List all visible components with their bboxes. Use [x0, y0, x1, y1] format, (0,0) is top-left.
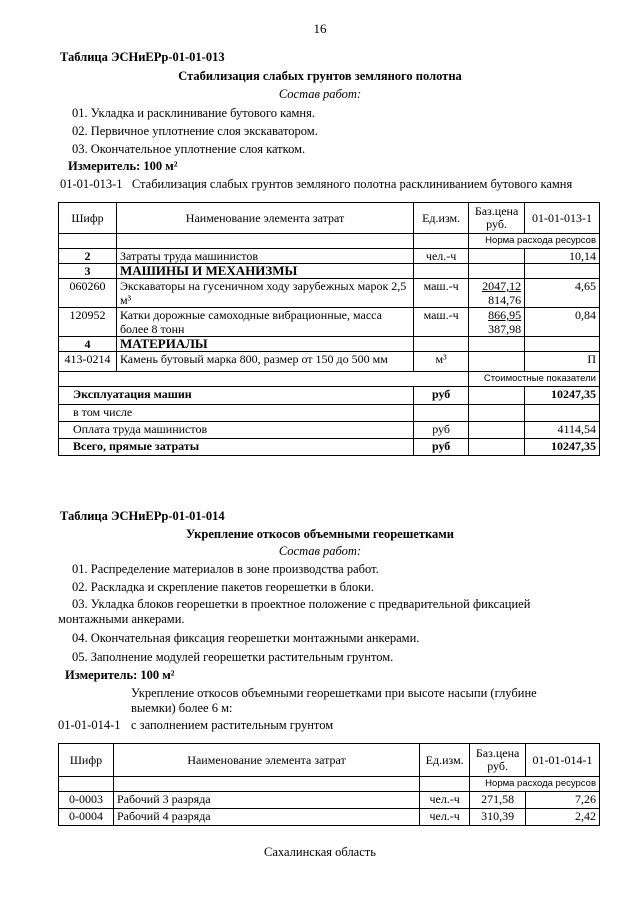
table2-title: Таблица ЭСНиЕРр-01-01-014: [60, 509, 225, 523]
row-unit: маш.-ч: [414, 279, 469, 308]
row-price-2: 814,76: [488, 293, 522, 307]
table1-norma-row: [59, 234, 600, 249]
table1-cost-label-row: [59, 372, 600, 387]
cost-name: Оплата труда машинистов: [59, 422, 414, 439]
norma-label: Норма расхода ресурсов: [469, 234, 600, 249]
row-value: 7,26: [526, 792, 600, 809]
table1-sostav-label: Состав работ:: [278, 87, 362, 101]
header-code: Шифр: [59, 744, 114, 777]
table-row: [59, 264, 600, 279]
table-row: [59, 422, 600, 439]
table2-work-1: 01. Распределение материалов в зоне производства работ.: [72, 562, 379, 576]
table2-norma-row: [59, 777, 600, 792]
row-unit: маш.-ч: [414, 308, 469, 337]
table-row: [59, 279, 600, 308]
table1-header-row: [59, 203, 600, 234]
row-code: 3: [59, 264, 117, 279]
table2-work-5: 05. Заполнение модулей георешетки растительным грунтом.: [72, 650, 394, 664]
table2-work-2: 02. Раскладка и скрепление пакетов георешетки в блоки.: [72, 580, 374, 594]
table2-code-text: с заполнением растительным грунтом: [131, 718, 334, 732]
table-row: [59, 405, 600, 422]
table1-title: Таблица ЭСНиЕРр-01-01-013: [60, 50, 225, 64]
table-row: [59, 792, 600, 809]
header-unit: Ед.изм.: [414, 203, 469, 234]
row-price: 866,95: [488, 308, 522, 322]
table1: [58, 202, 600, 456]
table-row: [59, 337, 600, 352]
table2-work-4: 04. Окончательная фиксация георешетки монтажными анкерами.: [72, 631, 420, 645]
row-code: 0-0004: [59, 809, 114, 826]
row-name: Рабочий 3 разряда: [113, 792, 419, 809]
page-footer: Сахалинская область: [264, 845, 376, 859]
cost-name: Эксплуатация машин: [59, 387, 414, 405]
row-code: 0-0003: [59, 792, 114, 809]
header-name: Наименование элемента затрат: [116, 203, 413, 234]
cost-value: 10247,35: [525, 387, 600, 405]
row-value: П: [525, 352, 600, 372]
row-name: Камень бутовый марка 800, размер от 150 до 500 мм: [116, 352, 413, 372]
table-row: [59, 387, 600, 405]
table1-code-line: 01-01-013-1 Стабилизация слабых грунтов земляного полотна расклиниванием бутового камня: [60, 177, 573, 191]
row-unit: чел.-ч: [420, 792, 470, 809]
table-row: [59, 308, 600, 337]
table2-code: 01-01-014-1: [58, 718, 121, 732]
table1-work-3: 03. Окончательное уплотнение слоя катком.: [72, 142, 306, 156]
header-code: Шифр: [59, 203, 117, 234]
row-code: 060260: [59, 279, 117, 308]
table-row: [59, 809, 600, 826]
norma-label: Норма расхода ресурсов: [470, 777, 600, 792]
header-col-code: 01-01-014-1: [526, 744, 600, 777]
table1-section-title: Стабилизация слабых грунтов земляного полотна: [178, 69, 462, 83]
row-code: 2: [59, 249, 117, 264]
table1-measure: Измеритель: 100 м²: [68, 159, 178, 173]
cost-value: 4114,54: [525, 422, 600, 439]
page-number: 16: [313, 21, 327, 36]
row-code: 4: [59, 337, 117, 352]
row-price: 2047,12: [482, 279, 522, 293]
row-value: 2,42: [526, 809, 600, 826]
row-unit: м³: [414, 352, 469, 372]
row-value: 10,14: [525, 249, 600, 264]
row-price: 310,39: [470, 809, 526, 826]
row-price-2: 387,98: [488, 322, 522, 336]
table2-work-3: 03. Укладка блоков георешетки в проектное положение с предварительной фиксацией монтажными анкерами.: [58, 597, 531, 626]
cost-name: Всего, прямые затраты: [59, 439, 414, 456]
table2-header-row: [59, 744, 600, 777]
cost-unit: руб: [414, 422, 469, 439]
cost-unit: руб: [414, 439, 469, 456]
table2-section-title: Укрепление откосов объемными георешетками: [186, 527, 454, 541]
table-row: [59, 249, 600, 264]
table1-work-2: 02. Первичное уплотнение слоя экскаватором.: [72, 124, 318, 138]
row-name: Рабочий 4 разряда: [113, 809, 419, 826]
cost-unit: руб: [414, 387, 469, 405]
table-row: [59, 352, 600, 372]
header-unit: Ед.изм.: [420, 744, 470, 777]
row-name: МАШИНЫ И МЕХАНИЗМЫ: [116, 264, 413, 279]
row-name: Затраты труда машинистов: [116, 249, 413, 264]
row-name: Экскаваторы на гусеничном ходу зарубежных марок 2,5 м³: [116, 279, 413, 308]
row-code: 120952: [59, 308, 117, 337]
table2-group-desc: Укрепление откосов объемными георешетками при высоте насыпи (глубине выемки) более 6 м:: [131, 686, 537, 715]
table2: [58, 743, 600, 826]
cost-value: 10247,35: [525, 439, 600, 456]
row-price: 271,58: [470, 792, 526, 809]
row-value: 0,84: [525, 308, 600, 337]
row-value: 4,65: [525, 279, 600, 308]
header-base-price: Баз.цена руб.: [469, 203, 525, 234]
cost-name: в том числе: [59, 405, 414, 422]
cost-label: Стоимостные показатели: [469, 372, 600, 387]
header-name: Наименование элемента затрат: [113, 744, 419, 777]
row-code: 413-0214: [59, 352, 117, 372]
row-unit: чел.-ч: [414, 249, 469, 264]
table-row: [59, 439, 600, 456]
header-base-price: Баз.цена руб.: [470, 744, 526, 777]
table2-measure: Измеритель: 100 м²: [65, 668, 175, 682]
row-name: МАТЕРИАЛЫ: [116, 337, 413, 352]
table2-sostav-label: Состав работ:: [278, 544, 362, 558]
header-col-code: 01-01-013-1: [525, 203, 600, 234]
table1-work-1: 01. Укладка и расклинивание бутового камня.: [72, 106, 315, 120]
row-unit: чел.-ч: [420, 809, 470, 826]
row-name: Катки дорожные самоходные вибрационные, масса более 8 тонн: [116, 308, 413, 337]
